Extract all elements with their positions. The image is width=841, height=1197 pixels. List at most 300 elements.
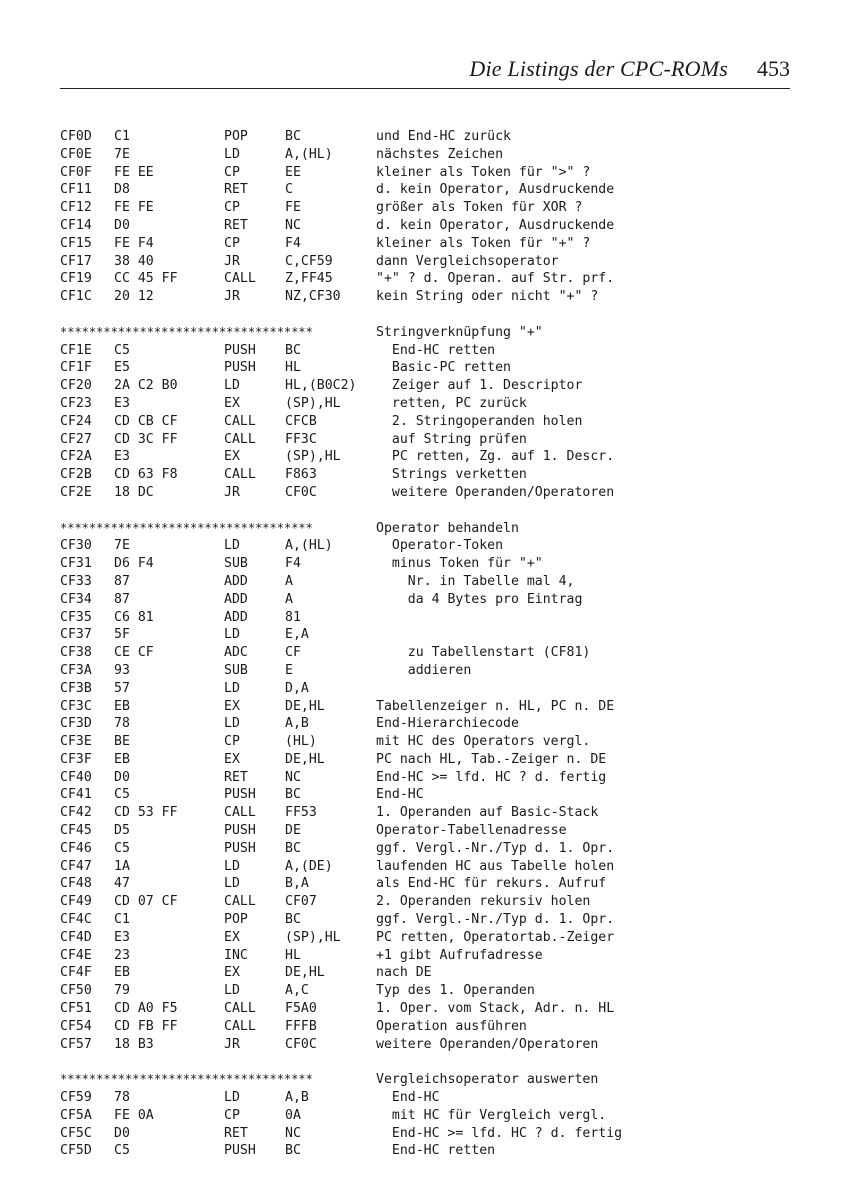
operand: BC xyxy=(285,787,301,803)
comment: mit HC für Vergleich vergl. xyxy=(376,1107,607,1123)
opcode-bytes: BE xyxy=(114,734,130,750)
mnemonic: CALL xyxy=(224,467,256,483)
opcode-bytes: D0 xyxy=(114,217,130,233)
address: CF54 xyxy=(60,1018,92,1034)
mnemonic: CALL xyxy=(224,894,256,910)
address: CF34 xyxy=(60,591,92,607)
opcode-bytes: E3 xyxy=(114,395,130,411)
opcode-bytes: C5 xyxy=(114,787,130,803)
opcode-bytes: FE F4 xyxy=(114,235,154,251)
listing-row xyxy=(60,253,800,271)
mnemonic: CALL xyxy=(224,1018,256,1034)
listing-row xyxy=(60,431,800,449)
comment: nach DE xyxy=(376,965,432,981)
mnemonic: SUB xyxy=(224,556,248,572)
mnemonic: EX xyxy=(224,395,240,411)
operand: FE xyxy=(285,200,301,216)
operand: DE,HL xyxy=(285,965,325,981)
listing-row xyxy=(60,217,800,235)
operand: HL xyxy=(285,947,301,963)
operand: (SP),HL xyxy=(285,449,341,465)
opcode-bytes: D0 xyxy=(114,769,130,785)
listing-row xyxy=(60,875,800,893)
operand: NC xyxy=(285,217,301,233)
address: CF42 xyxy=(60,805,92,821)
mnemonic: CALL xyxy=(224,805,256,821)
mnemonic: RET xyxy=(224,1125,248,1141)
mnemonic: CALL xyxy=(224,271,256,287)
listing-row xyxy=(60,680,800,698)
address: CF48 xyxy=(60,876,92,892)
address: CF1C xyxy=(60,289,92,305)
mnemonic: PUSH xyxy=(224,787,256,803)
separator-stars: *********************************** xyxy=(60,1072,313,1087)
mnemonic: CP xyxy=(224,734,240,750)
mnemonic: ADD xyxy=(224,573,248,589)
opcode-bytes: FE 0A xyxy=(114,1107,154,1123)
listing-row xyxy=(60,164,800,182)
mnemonic: LD xyxy=(224,627,240,643)
opcode-bytes: C1 xyxy=(114,129,130,144)
mnemonic: JR xyxy=(224,289,240,305)
opcode-bytes: CD 63 F8 xyxy=(114,467,178,483)
mnemonic: EX xyxy=(224,698,240,714)
listing-row xyxy=(60,964,800,982)
operand: FF53 xyxy=(285,805,317,821)
mnemonic: LD xyxy=(224,680,240,696)
mnemonic: LD xyxy=(224,378,240,394)
opcode-bytes: 79 xyxy=(114,983,130,999)
listing-row xyxy=(60,786,800,804)
opcode-bytes: FE FE xyxy=(114,200,154,216)
mnemonic: LD xyxy=(224,146,240,162)
section-title: Vergleichsoperator auswerten xyxy=(376,1072,599,1088)
operand: BC xyxy=(285,129,301,144)
mnemonic: ADC xyxy=(224,645,248,661)
comment: minus Token für "+" xyxy=(376,556,543,572)
comment: und End-HC zurück xyxy=(376,129,511,144)
address: CF46 xyxy=(60,840,92,856)
comment: d. kein Operator, Ausdruckende xyxy=(376,182,615,198)
listing-row xyxy=(60,715,800,733)
comment: 2. Operanden rekursiv holen xyxy=(376,894,591,910)
mnemonic: CALL xyxy=(224,431,256,447)
mnemonic: EX xyxy=(224,965,240,981)
address: CF0F xyxy=(60,164,92,180)
page-header xyxy=(60,52,790,89)
operand: NC xyxy=(285,769,301,785)
address: CF4C xyxy=(60,912,92,928)
opcode-bytes: E3 xyxy=(114,449,130,465)
mnemonic: SUB xyxy=(224,662,248,678)
listing-row xyxy=(60,911,800,929)
opcode-bytes: 7E xyxy=(114,146,130,162)
mnemonic: PUSH xyxy=(224,342,256,358)
address: CF4E xyxy=(60,947,92,963)
operand: E xyxy=(285,662,293,678)
mnemonic: LD xyxy=(224,858,240,874)
running-title: Die Listings der CPC-ROMs xyxy=(469,56,728,81)
operand: BC xyxy=(285,342,301,358)
comment: ggf. Vergl.-Nr./Typ d. 1. Opr. xyxy=(376,840,615,856)
address: CF3D xyxy=(60,716,92,732)
address: CF2E xyxy=(60,484,92,500)
mnemonic: LD xyxy=(224,716,240,732)
listing-row xyxy=(60,858,800,876)
listing-row xyxy=(60,235,800,253)
listing-row xyxy=(60,1142,800,1160)
operand: CF xyxy=(285,645,301,661)
listing-row xyxy=(60,929,800,947)
opcode-bytes: 57 xyxy=(114,680,130,696)
listing-row xyxy=(60,1036,800,1054)
comment: End-HC xyxy=(376,1090,440,1106)
section-header xyxy=(60,1071,800,1089)
mnemonic: LD xyxy=(224,983,240,999)
operand: C,CF59 xyxy=(285,253,333,269)
listing-row xyxy=(60,1107,800,1125)
comment: End-HC xyxy=(376,787,424,803)
operand: A,(HL) xyxy=(285,146,333,162)
operand: BC xyxy=(285,912,301,928)
listing-row xyxy=(60,146,800,164)
comment: dann Vergleichsoperator xyxy=(376,253,559,269)
address: CF1F xyxy=(60,360,92,376)
separator-stars: *********************************** xyxy=(60,324,313,339)
operand: DE,HL xyxy=(285,751,325,767)
address: CF33 xyxy=(60,573,92,589)
mnemonic: CP xyxy=(224,1107,240,1123)
mnemonic: JR xyxy=(224,1036,240,1052)
operand: FFFB xyxy=(285,1018,317,1034)
comment: größer als Token für XOR ? xyxy=(376,200,583,216)
opcode-bytes: FE EE xyxy=(114,164,154,180)
comment: End-HC retten xyxy=(376,1143,496,1159)
listing-row xyxy=(60,377,800,395)
listing-row xyxy=(60,644,800,662)
opcode-bytes: CE CF xyxy=(114,645,154,661)
address: CF59 xyxy=(60,1090,92,1106)
comment: d. kein Operator, Ausdruckende xyxy=(376,217,615,233)
comment: Strings verketten xyxy=(376,467,527,483)
operand: Z,FF45 xyxy=(285,271,333,287)
opcode-bytes: CD 3C FF xyxy=(114,431,178,447)
listing-row xyxy=(60,1125,800,1143)
listing-row xyxy=(60,733,800,751)
operand: CF0C xyxy=(285,484,317,500)
mnemonic: CALL xyxy=(224,413,256,429)
listing-row xyxy=(60,359,800,377)
address: CF30 xyxy=(60,538,92,554)
mnemonic: EX xyxy=(224,929,240,945)
mnemonic: POP xyxy=(224,129,248,144)
listing-row xyxy=(60,698,800,716)
opcode-bytes: 87 xyxy=(114,591,130,607)
opcode-bytes: E5 xyxy=(114,360,130,376)
mnemonic: CP xyxy=(224,200,240,216)
comment: 1. Oper. vom Stack, Adr. n. HL xyxy=(376,1001,615,1017)
operand: F4 xyxy=(285,235,301,251)
opcode-bytes: D8 xyxy=(114,182,130,198)
mnemonic: JR xyxy=(224,484,240,500)
mnemonic: ADD xyxy=(224,609,248,625)
address: CF35 xyxy=(60,609,92,625)
comment: End-HC >= lfd. HC ? d. fertig xyxy=(376,1125,623,1141)
opcode-bytes: 47 xyxy=(114,876,130,892)
comment: 1. Operanden auf Basic-Stack xyxy=(376,805,599,821)
operand: A xyxy=(285,573,293,589)
operand: A xyxy=(285,591,293,607)
mnemonic: INC xyxy=(224,947,248,963)
mnemonic: CP xyxy=(224,164,240,180)
comment: PC retten, Zg. auf 1. Descr. xyxy=(376,449,615,465)
address: CF11 xyxy=(60,182,92,198)
listing-row xyxy=(60,484,800,502)
mnemonic: LD xyxy=(224,876,240,892)
operand: CF07 xyxy=(285,894,317,910)
comment: da 4 Bytes pro Eintrag xyxy=(376,591,583,607)
listing-row xyxy=(60,270,800,288)
operand: BC xyxy=(285,1143,301,1159)
listing-row xyxy=(60,1000,800,1018)
opcode-bytes: C1 xyxy=(114,912,130,928)
address: CF2B xyxy=(60,467,92,483)
listing-row xyxy=(60,626,800,644)
section-header xyxy=(60,520,800,538)
comment: weitere Operanden/Operatoren xyxy=(376,1036,599,1052)
opcode-bytes: C5 xyxy=(114,1143,130,1159)
address: CF27 xyxy=(60,431,92,447)
opcode-bytes: CC 45 FF xyxy=(114,271,178,287)
comment: "+" ? d. Operan. auf Str. prf. xyxy=(376,271,615,287)
comment: Typ des 1. Operanden xyxy=(376,983,535,999)
listing-row xyxy=(60,342,800,360)
operand: CFCB xyxy=(285,413,317,429)
operand: BC xyxy=(285,840,301,856)
address: CF3F xyxy=(60,751,92,767)
address: CF0E xyxy=(60,146,92,162)
address: CF3A xyxy=(60,662,92,678)
address: CF3C xyxy=(60,698,92,714)
address: CF57 xyxy=(60,1036,92,1052)
opcode-bytes: 7E xyxy=(114,538,130,554)
comment: 2. Stringoperanden holen xyxy=(376,413,583,429)
listing-row xyxy=(60,413,800,431)
opcode-bytes: EB xyxy=(114,698,130,714)
opcode-bytes: CD A0 F5 xyxy=(114,1001,178,1017)
comment: Basic-PC retten xyxy=(376,360,511,376)
comment: Operator-Tabellenadresse xyxy=(376,823,567,839)
operand: C xyxy=(285,182,293,198)
address: CF38 xyxy=(60,645,92,661)
operand: (SP),HL xyxy=(285,929,341,945)
listing-row xyxy=(60,448,800,466)
opcode-bytes: EB xyxy=(114,965,130,981)
operand: A,(DE) xyxy=(285,858,333,874)
opcode-bytes: CD CB CF xyxy=(114,413,178,429)
mnemonic: PUSH xyxy=(224,360,256,376)
listing-row xyxy=(60,395,800,413)
address: CF12 xyxy=(60,200,92,216)
listing-row xyxy=(60,128,800,146)
opcode-bytes: C6 81 xyxy=(114,609,154,625)
opcode-bytes: CD 07 CF xyxy=(114,894,178,910)
operand: HL xyxy=(285,360,301,376)
operand: F5A0 xyxy=(285,1001,317,1017)
opcode-bytes: D5 xyxy=(114,823,130,839)
operand: NZ,CF30 xyxy=(285,289,341,305)
operand: A,C xyxy=(285,983,309,999)
listing-row xyxy=(60,609,800,627)
listing-row xyxy=(60,769,800,787)
listing-row xyxy=(60,751,800,769)
address: CF14 xyxy=(60,217,92,233)
operand: DE xyxy=(285,823,301,839)
comment: auf String prüfen xyxy=(376,431,527,447)
opcode-bytes: 78 xyxy=(114,1090,130,1106)
mnemonic: RET xyxy=(224,769,248,785)
operand: (HL) xyxy=(285,734,317,750)
address: CF51 xyxy=(60,1001,92,1017)
mnemonic: CP xyxy=(224,235,240,251)
operand: A,B xyxy=(285,1090,309,1106)
listing-row xyxy=(60,555,800,573)
comment: End-HC retten xyxy=(376,342,496,358)
opcode-bytes: EB xyxy=(114,751,130,767)
opcode-bytes: 23 xyxy=(114,947,130,963)
opcode-bytes: CD 53 FF xyxy=(114,805,178,821)
address: CF37 xyxy=(60,627,92,643)
address: CF3E xyxy=(60,734,92,750)
page-number: 453 xyxy=(757,56,790,81)
comment: ggf. Vergl.-Nr./Typ d. 1. Opr. xyxy=(376,912,615,928)
listing-row xyxy=(60,591,800,609)
listing-row xyxy=(60,840,800,858)
comment: zu Tabellenstart (CF81) xyxy=(376,645,591,661)
comment: PC nach HL, Tab.-Zeiger n. DE xyxy=(376,751,607,767)
address: CF41 xyxy=(60,787,92,803)
mnemonic: POP xyxy=(224,912,248,928)
mnemonic: PUSH xyxy=(224,823,256,839)
section-header xyxy=(60,324,800,342)
address: CF49 xyxy=(60,894,92,910)
comment: End-Hierarchiecode xyxy=(376,716,519,732)
comment: kleiner als Token für ">" ? xyxy=(376,164,591,180)
assembly-listing xyxy=(60,128,800,1160)
mnemonic: LD xyxy=(224,1090,240,1106)
listing-row xyxy=(60,199,800,217)
opcode-bytes: 87 xyxy=(114,573,130,589)
operand: A,B xyxy=(285,716,309,732)
address: CF3B xyxy=(60,680,92,696)
operand: EE xyxy=(285,164,301,180)
address: CF17 xyxy=(60,253,92,269)
operand: DE,HL xyxy=(285,698,325,714)
operand: FF3C xyxy=(285,431,317,447)
address: CF31 xyxy=(60,556,92,572)
address: CF5D xyxy=(60,1143,92,1159)
opcode-bytes: 18 DC xyxy=(114,484,154,500)
address: CF47 xyxy=(60,858,92,874)
comment: als End-HC für rekurs. Aufruf xyxy=(376,876,607,892)
listing-row xyxy=(60,662,800,680)
operand: E,A xyxy=(285,627,309,643)
operand: NC xyxy=(285,1125,301,1141)
listing-row xyxy=(60,804,800,822)
mnemonic: JR xyxy=(224,253,240,269)
opcode-bytes: D6 F4 xyxy=(114,556,154,572)
operand: D,A xyxy=(285,680,309,696)
address: CF0D xyxy=(60,129,92,144)
mnemonic: RET xyxy=(224,182,248,198)
address: CF15 xyxy=(60,235,92,251)
operand: F4 xyxy=(285,556,301,572)
comment: End-HC >= lfd. HC ? d. fertig xyxy=(376,769,607,785)
opcode-bytes: 18 B3 xyxy=(114,1036,154,1052)
address: CF1E xyxy=(60,342,92,358)
operand: A,(HL) xyxy=(285,538,333,554)
comment: Nr. in Tabelle mal 4, xyxy=(376,573,575,589)
section-title: Stringverknüpfung "+" xyxy=(376,324,543,340)
address: CF23 xyxy=(60,395,92,411)
comment: nächstes Zeichen xyxy=(376,146,504,162)
mnemonic: PUSH xyxy=(224,1143,256,1159)
operand: 81 xyxy=(285,609,301,625)
address: CF19 xyxy=(60,271,92,287)
section-title: Operator behandeln xyxy=(376,520,519,536)
comment: Zeiger auf 1. Descriptor xyxy=(376,378,583,394)
comment: laufenden HC aus Tabelle holen xyxy=(376,858,615,874)
mnemonic: LD xyxy=(224,538,240,554)
address: CF4F xyxy=(60,965,92,981)
separator-stars: *********************************** xyxy=(60,520,313,535)
opcode-bytes: D0 xyxy=(114,1125,130,1141)
mnemonic: PUSH xyxy=(224,840,256,856)
listing-row xyxy=(60,822,800,840)
listing-row xyxy=(60,1018,800,1036)
mnemonic: CALL xyxy=(224,1001,256,1017)
comment: weitere Operanden/Operatoren xyxy=(376,484,615,500)
address: CF24 xyxy=(60,413,92,429)
listing-row xyxy=(60,893,800,911)
address: CF5A xyxy=(60,1107,92,1123)
listing-row xyxy=(60,181,800,199)
comment: Operator-Token xyxy=(376,538,504,554)
comment: PC retten, Operatortab.-Zeiger xyxy=(376,929,615,945)
opcode-bytes: E3 xyxy=(114,929,130,945)
listing-row xyxy=(60,573,800,591)
comment: retten, PC zurück xyxy=(376,395,527,411)
opcode-bytes: 78 xyxy=(114,716,130,732)
address: CF20 xyxy=(60,378,92,394)
comment: kleiner als Token für "+" ? xyxy=(376,235,591,251)
address: CF2A xyxy=(60,449,92,465)
listing-row xyxy=(60,466,800,484)
operand: F863 xyxy=(285,467,317,483)
listing-row xyxy=(60,1089,800,1107)
operand: HL,(B0C2) xyxy=(285,378,357,394)
listing-row xyxy=(60,537,800,555)
address: CF50 xyxy=(60,983,92,999)
mnemonic: ADD xyxy=(224,591,248,607)
opcode-bytes: 2A C2 B0 xyxy=(114,378,178,394)
opcode-bytes: 1A xyxy=(114,858,130,874)
opcode-bytes: 38 40 xyxy=(114,253,154,269)
address: CF40 xyxy=(60,769,92,785)
listing-row xyxy=(60,982,800,1000)
comment: addieren xyxy=(376,662,472,678)
comment: Tabellenzeiger n. HL, PC n. DE xyxy=(376,698,615,714)
